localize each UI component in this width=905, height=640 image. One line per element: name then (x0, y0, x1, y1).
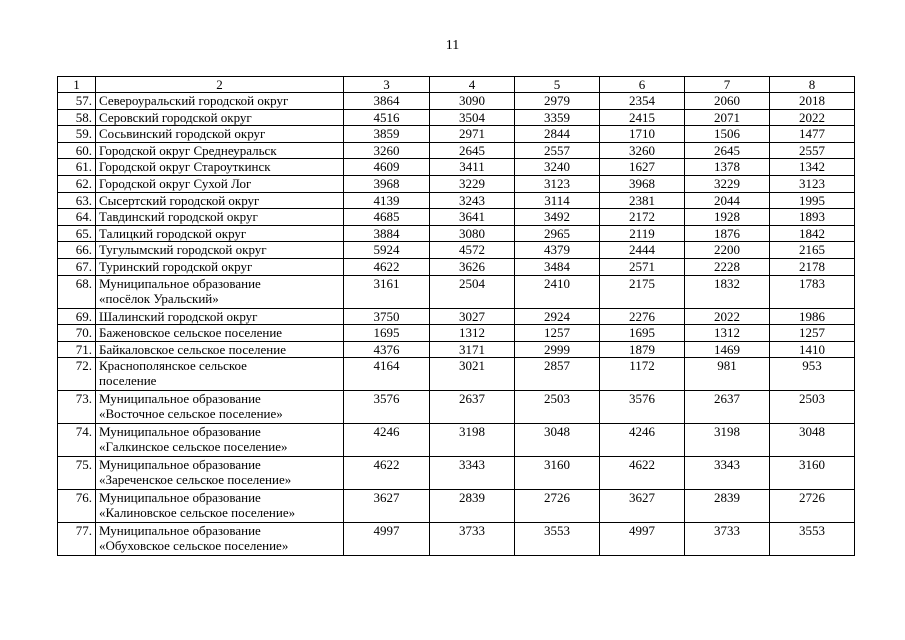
municipality-name-line: «Обуховское сельское поселение» (99, 538, 289, 554)
value-cell-col-8: 3160 (770, 457, 855, 490)
value-cell-col-6: 2571 (600, 258, 685, 275)
table-row (58, 192, 855, 209)
value-cell-col-3: 3884 (344, 225, 430, 242)
row-number: 72. (58, 358, 96, 391)
value-cell-col-8: 953 (770, 358, 855, 391)
municipality-name-line: «Зареченское сельское поселение» (99, 472, 292, 488)
value-cell-col-7: 2044 (685, 192, 770, 209)
value-cell-col-3: 3864 (344, 93, 430, 110)
municipality-name-line: Тавдинский городской округ (99, 209, 258, 225)
row-number: 70. (58, 325, 96, 342)
municipality-name (96, 258, 344, 275)
municipality-name-line: Шалинский городской округ (99, 308, 258, 324)
value-cell-col-8: 1477 (770, 126, 855, 143)
row-number: 75. (58, 457, 96, 490)
value-cell-col-7: 2071 (685, 109, 770, 126)
value-cell-col-4: 3229 (430, 175, 515, 192)
header-cell-1: 1 (58, 77, 96, 93)
value-cell-col-8: 1410 (770, 341, 855, 358)
table-row (58, 209, 855, 226)
row-number: 58. (58, 109, 96, 126)
value-cell-col-4: 3027 (430, 308, 515, 325)
value-cell-col-8: 1842 (770, 225, 855, 242)
value-cell-col-5: 2503 (515, 391, 600, 424)
value-cell-col-8: 2726 (770, 490, 855, 523)
value-cell-col-4: 3641 (430, 209, 515, 226)
value-cell-col-3: 3161 (344, 275, 430, 308)
value-cell-col-6: 2175 (600, 275, 685, 308)
row-number: 76. (58, 490, 96, 523)
value-cell-col-5: 2999 (515, 341, 600, 358)
table-row (58, 457, 855, 490)
table-body (58, 77, 855, 556)
value-cell-col-8: 2557 (770, 142, 855, 159)
table-row (58, 325, 855, 342)
row-number: 66. (58, 242, 96, 259)
table-row (58, 109, 855, 126)
value-cell-col-6: 3968 (600, 175, 685, 192)
municipality-name (96, 175, 344, 192)
value-cell-col-5: 3359 (515, 109, 600, 126)
table-row (58, 341, 855, 358)
header-cell-8: 8 (770, 77, 855, 93)
value-cell-col-5: 2857 (515, 358, 600, 391)
value-cell-col-6: 2381 (600, 192, 685, 209)
value-cell-col-5: 1257 (515, 325, 600, 342)
municipality-name-line: Сосьвинский городской округ (99, 126, 266, 142)
value-cell-col-4: 3021 (430, 358, 515, 391)
value-cell-col-4: 3343 (430, 457, 515, 490)
row-number: 77. (58, 523, 96, 556)
value-cell-col-8: 1257 (770, 325, 855, 342)
table-row (58, 175, 855, 192)
value-cell-col-7: 3198 (685, 424, 770, 457)
value-cell-col-6: 2172 (600, 209, 685, 226)
row-number: 69. (58, 308, 96, 325)
municipality-name-line: «посёлок Уральский» (99, 290, 219, 306)
value-cell-col-6: 2119 (600, 225, 685, 242)
table-row (58, 275, 855, 308)
value-cell-col-3: 3260 (344, 142, 430, 159)
value-cell-col-3: 4685 (344, 209, 430, 226)
value-cell-col-8: 3553 (770, 523, 855, 556)
value-cell-col-5: 3123 (515, 175, 600, 192)
row-number: 63. (58, 192, 96, 209)
row-number: 57. (58, 93, 96, 110)
municipality-name (96, 275, 344, 308)
value-cell-col-6: 1695 (600, 325, 685, 342)
table-row (58, 93, 855, 110)
value-cell-col-3: 3627 (344, 490, 430, 523)
municipality-name (96, 209, 344, 226)
table-row (58, 424, 855, 457)
value-cell-col-3: 4164 (344, 358, 430, 391)
value-cell-col-4: 3504 (430, 109, 515, 126)
municipality-name (96, 192, 344, 209)
table-row (58, 358, 855, 391)
header-cell-3: 3 (344, 77, 430, 93)
value-cell-col-8: 1342 (770, 159, 855, 176)
value-cell-col-8: 2022 (770, 109, 855, 126)
value-cell-col-3: 4622 (344, 258, 430, 275)
value-cell-col-8: 1995 (770, 192, 855, 209)
header-cell-4: 4 (430, 77, 515, 93)
value-cell-col-7: 1312 (685, 325, 770, 342)
value-cell-col-3: 1695 (344, 325, 430, 342)
value-cell-col-8: 2018 (770, 93, 855, 110)
value-cell-col-5: 2410 (515, 275, 600, 308)
municipality-name-line: Баженовское сельское поселение (99, 325, 283, 341)
table-row (58, 258, 855, 275)
row-number: 59. (58, 126, 96, 143)
value-cell-col-7: 3229 (685, 175, 770, 192)
value-cell-col-4: 2971 (430, 126, 515, 143)
row-number: 74. (58, 424, 96, 457)
municipality-name-line: Муниципальное образование (99, 275, 261, 291)
header-cell-5: 5 (515, 77, 600, 93)
row-number: 65. (58, 225, 96, 242)
value-cell-col-7: 3733 (685, 523, 770, 556)
value-cell-col-6: 4997 (600, 523, 685, 556)
municipality-name (96, 490, 344, 523)
municipality-name (96, 142, 344, 159)
header-row (58, 77, 855, 93)
municipality-name (96, 523, 344, 556)
municipality-name (96, 308, 344, 325)
municipality-name-line: Туринский городской округ (99, 258, 253, 274)
row-number: 60. (58, 142, 96, 159)
municipality-name (96, 457, 344, 490)
value-cell-col-4: 2645 (430, 142, 515, 159)
value-cell-col-4: 3080 (430, 225, 515, 242)
value-cell-col-3: 4139 (344, 192, 430, 209)
table-row (58, 225, 855, 242)
value-cell-col-7: 2637 (685, 391, 770, 424)
municipality-name-line: «Калиновское сельское поселение» (99, 505, 296, 521)
value-cell-col-5: 2965 (515, 225, 600, 242)
value-cell-col-7: 2060 (685, 93, 770, 110)
municipality-name-line: Муниципальное образование (99, 424, 261, 440)
municipality-name-line: поселение (99, 373, 157, 389)
municipality-name-line: Байкаловское сельское поселение (99, 341, 286, 357)
value-cell-col-6: 2444 (600, 242, 685, 259)
value-cell-col-8: 2178 (770, 258, 855, 275)
value-cell-col-5: 2924 (515, 308, 600, 325)
table-row (58, 159, 855, 176)
value-cell-col-5: 3484 (515, 258, 600, 275)
data-table (57, 76, 855, 556)
value-cell-col-3: 4376 (344, 341, 430, 358)
value-cell-col-4: 1312 (430, 325, 515, 342)
value-cell-col-7: 1378 (685, 159, 770, 176)
value-cell-col-4: 3198 (430, 424, 515, 457)
value-cell-col-5: 2557 (515, 142, 600, 159)
value-cell-col-6: 1710 (600, 126, 685, 143)
value-cell-col-3: 3750 (344, 308, 430, 325)
value-cell-col-5: 3114 (515, 192, 600, 209)
municipality-name-line: Городской округ Среднеуральск (99, 142, 277, 158)
value-cell-col-4: 2637 (430, 391, 515, 424)
value-cell-col-5: 4379 (515, 242, 600, 259)
value-cell-col-6: 1172 (600, 358, 685, 391)
value-cell-col-5: 2844 (515, 126, 600, 143)
municipality-name (96, 424, 344, 457)
value-cell-col-6: 1879 (600, 341, 685, 358)
value-cell-col-5: 2979 (515, 93, 600, 110)
table-row (58, 391, 855, 424)
row-number: 62. (58, 175, 96, 192)
municipality-name-line: Талицкий городской округ (99, 225, 247, 241)
value-cell-col-6: 3260 (600, 142, 685, 159)
value-cell-col-8: 3123 (770, 175, 855, 192)
value-cell-col-5: 3160 (515, 457, 600, 490)
value-cell-col-6: 2276 (600, 308, 685, 325)
value-cell-col-6: 3627 (600, 490, 685, 523)
value-cell-col-3: 4516 (344, 109, 430, 126)
municipality-name (96, 325, 344, 342)
row-number: 61. (58, 159, 96, 176)
value-cell-col-3: 5924 (344, 242, 430, 259)
municipality-name (96, 391, 344, 424)
value-cell-col-6: 2354 (600, 93, 685, 110)
value-cell-col-4: 4572 (430, 242, 515, 259)
table-row (58, 490, 855, 523)
municipality-name-line: «Галкинское сельское поселение» (99, 439, 288, 455)
value-cell-col-6: 4246 (600, 424, 685, 457)
municipality-name (96, 126, 344, 143)
value-cell-col-6: 3576 (600, 391, 685, 424)
page-number: 11 (445, 38, 460, 53)
value-cell-col-4: 3090 (430, 93, 515, 110)
value-cell-col-7: 1832 (685, 275, 770, 308)
municipality-name (96, 93, 344, 110)
municipality-name-line: Городской округ Староуткинск (99, 159, 271, 175)
value-cell-col-7: 1928 (685, 209, 770, 226)
value-cell-col-3: 4246 (344, 424, 430, 457)
value-cell-col-5: 3553 (515, 523, 600, 556)
table-row (58, 126, 855, 143)
value-cell-col-6: 4622 (600, 457, 685, 490)
municipality-name-line: Сысертский городской округ (99, 192, 260, 208)
municipality-name-line: Североуральский городской округ (99, 93, 289, 108)
value-cell-col-4: 3733 (430, 523, 515, 556)
value-cell-col-3: 4622 (344, 457, 430, 490)
row-number: 64. (58, 209, 96, 226)
value-cell-col-6: 1627 (600, 159, 685, 176)
table-row (58, 308, 855, 325)
value-cell-col-8: 2503 (770, 391, 855, 424)
value-cell-col-4: 3411 (430, 159, 515, 176)
municipality-name-line: Муниципальное образование (99, 391, 261, 407)
value-cell-col-4: 3171 (430, 341, 515, 358)
value-cell-col-3: 4997 (344, 523, 430, 556)
value-cell-col-7: 2839 (685, 490, 770, 523)
municipality-name (96, 225, 344, 242)
value-cell-col-7: 2022 (685, 308, 770, 325)
value-cell-col-4: 2504 (430, 275, 515, 308)
row-number: 73. (58, 391, 96, 424)
value-cell-col-5: 3048 (515, 424, 600, 457)
value-cell-col-4: 3626 (430, 258, 515, 275)
row-number: 67. (58, 258, 96, 275)
table-row (58, 242, 855, 259)
value-cell-col-8: 1986 (770, 308, 855, 325)
value-cell-col-3: 3968 (344, 175, 430, 192)
municipality-name-line: Краснополянское сельское (99, 358, 247, 374)
value-cell-col-8: 2165 (770, 242, 855, 259)
header-cell-2: 2 (96, 77, 344, 93)
row-number: 68. (58, 275, 96, 308)
municipality-name-line: Городской округ Сухой Лог (99, 175, 252, 191)
municipality-name (96, 242, 344, 259)
municipality-name-line: Тугулымский городской округ (99, 242, 267, 258)
value-cell-col-4: 3243 (430, 192, 515, 209)
municipality-name-line: Муниципальное образование (99, 457, 261, 473)
value-cell-col-3: 3859 (344, 126, 430, 143)
value-cell-col-7: 2228 (685, 258, 770, 275)
value-cell-col-8: 3048 (770, 424, 855, 457)
municipality-name (96, 341, 344, 358)
municipality-name (96, 358, 344, 391)
row-number: 71. (58, 341, 96, 358)
value-cell-col-7: 1469 (685, 341, 770, 358)
value-cell-col-7: 3343 (685, 457, 770, 490)
value-cell-col-5: 3492 (515, 209, 600, 226)
value-cell-col-6: 2415 (600, 109, 685, 126)
value-cell-col-5: 3240 (515, 159, 600, 176)
value-cell-col-7: 1876 (685, 225, 770, 242)
table-row (58, 523, 855, 556)
municipality-name-line: Муниципальное образование (99, 523, 261, 539)
header-cell-7: 7 (685, 77, 770, 93)
header-cell-6: 6 (600, 77, 685, 93)
value-cell-col-7: 981 (685, 358, 770, 391)
value-cell-col-7: 2200 (685, 242, 770, 259)
value-cell-col-7: 1506 (685, 126, 770, 143)
value-cell-col-3: 4609 (344, 159, 430, 176)
value-cell-col-3: 3576 (344, 391, 430, 424)
value-cell-col-7: 2645 (685, 142, 770, 159)
value-cell-col-8: 1783 (770, 275, 855, 308)
value-cell-col-5: 2726 (515, 490, 600, 523)
municipality-name (96, 159, 344, 176)
municipality-name-line: Муниципальное образование (99, 490, 261, 506)
value-cell-col-4: 2839 (430, 490, 515, 523)
table-row (58, 142, 855, 159)
municipality-name-line: «Восточное сельское поселение» (99, 406, 283, 422)
municipality-name (96, 109, 344, 126)
value-cell-col-8: 1893 (770, 209, 855, 226)
municipality-name-line: Серовский городской округ (99, 109, 252, 125)
